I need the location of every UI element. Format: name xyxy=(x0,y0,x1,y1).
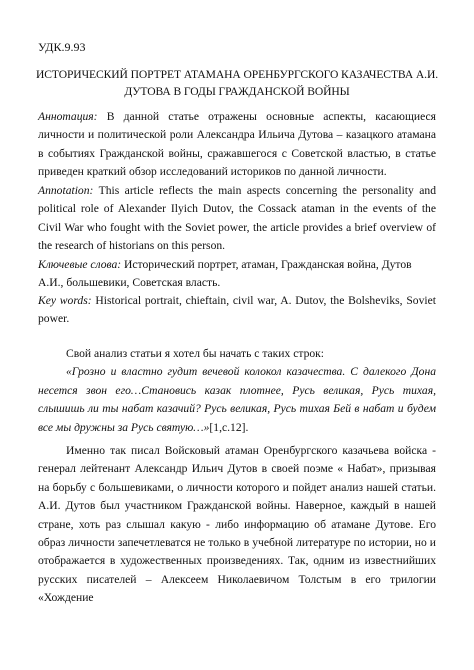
keywords-ru xyxy=(38,256,436,293)
quote-reference: [1,с.12]. xyxy=(209,420,249,434)
udk-code: УДК.9.93 xyxy=(38,40,86,54)
title-line-2: ДУТОВА В ГОДЫ ГРАЖДАНСКОЙ ВОЙНЫ xyxy=(124,85,350,98)
main-paragraph: Именно так писал Войсковый атаман Оренбургского казачьева войска - генерал лейтенант Александр Ильич Дутов в своей поэме « Набат», призывая на борьбу с большевиками, о личности которого и пойдет анализ нашей статьи. А.И. Дутов был участником Гражданской войны. Наверное, каждый в нашей стране, хоть раз слышал какую - либо информацию об атамане Дутове. Его образ личности запечетлеватся не только в учебной литературе по истории, но и отображается в художественных произведениях. Так, одним из известнийших русских писателей – Алексеем Николаевичом Толстым в его трилогии «Хождение xyxy=(38,444,436,605)
keywords-en xyxy=(38,292,436,329)
keywords-en-label: Key words: xyxy=(38,294,92,307)
abstract-ru-text: В данной статье отражены основные аспекты, касающиеся личности и политической роли Александра Ильича Дутова – казацкого атамана в событиях Гражданской войны, сражавшегося с Советской властью, в статье приведен краткий обзор исследований историков по данной личности. xyxy=(38,110,436,179)
keywords-en-text: Historical portrait, chieftain, civil war, A. Dutov, the Bolsheviks, Soviet power. xyxy=(38,294,436,326)
quote-text: «Грозно и властно гудит вечевой колокол казачества. С далекого Дона несется звон его…Становись казак плотнее, Русь великая, Русь тихая, слышишь ли ты набат казачий? Русь великая, Русь тихая Бей в набат и будем все мы дружны за Русь святую…» xyxy=(38,365,436,434)
article-title xyxy=(34,66,440,100)
abstract-en-label: Annotation: xyxy=(38,184,94,197)
abstract-ru xyxy=(38,108,436,182)
epigraph-quote xyxy=(38,363,436,437)
abstract-en xyxy=(38,182,436,256)
keywords-ru-label: Ключевые слова: xyxy=(38,258,122,271)
abstract-ru-label: Аннотация: xyxy=(38,110,98,123)
abstract-en-text: This article reflects the main aspects concerning the personality and political role of Alexander Ilyich Dutov, the Cossack ataman in the events of the Civil War who fought with the Soviet power, the article provides a brief overview of the research of historians on this person. xyxy=(38,184,436,253)
keywords-ru-text: Исторический портрет, атаман, Гражданская война, Дутов А.И., большевики, Советская власть. xyxy=(38,258,412,290)
intro-line: Свой анализ статьи я хотел бы начать с таких строк: xyxy=(66,347,325,360)
title-line-1: ИСТОРИЧЕСКИЙ ПОРТРЕТ АТАМАНА ОРЕНБУРГСКОГО КАЗАЧЕСТВА А.И. xyxy=(35,68,439,81)
main-paragraph-block xyxy=(38,442,436,608)
intro-section xyxy=(38,345,436,437)
